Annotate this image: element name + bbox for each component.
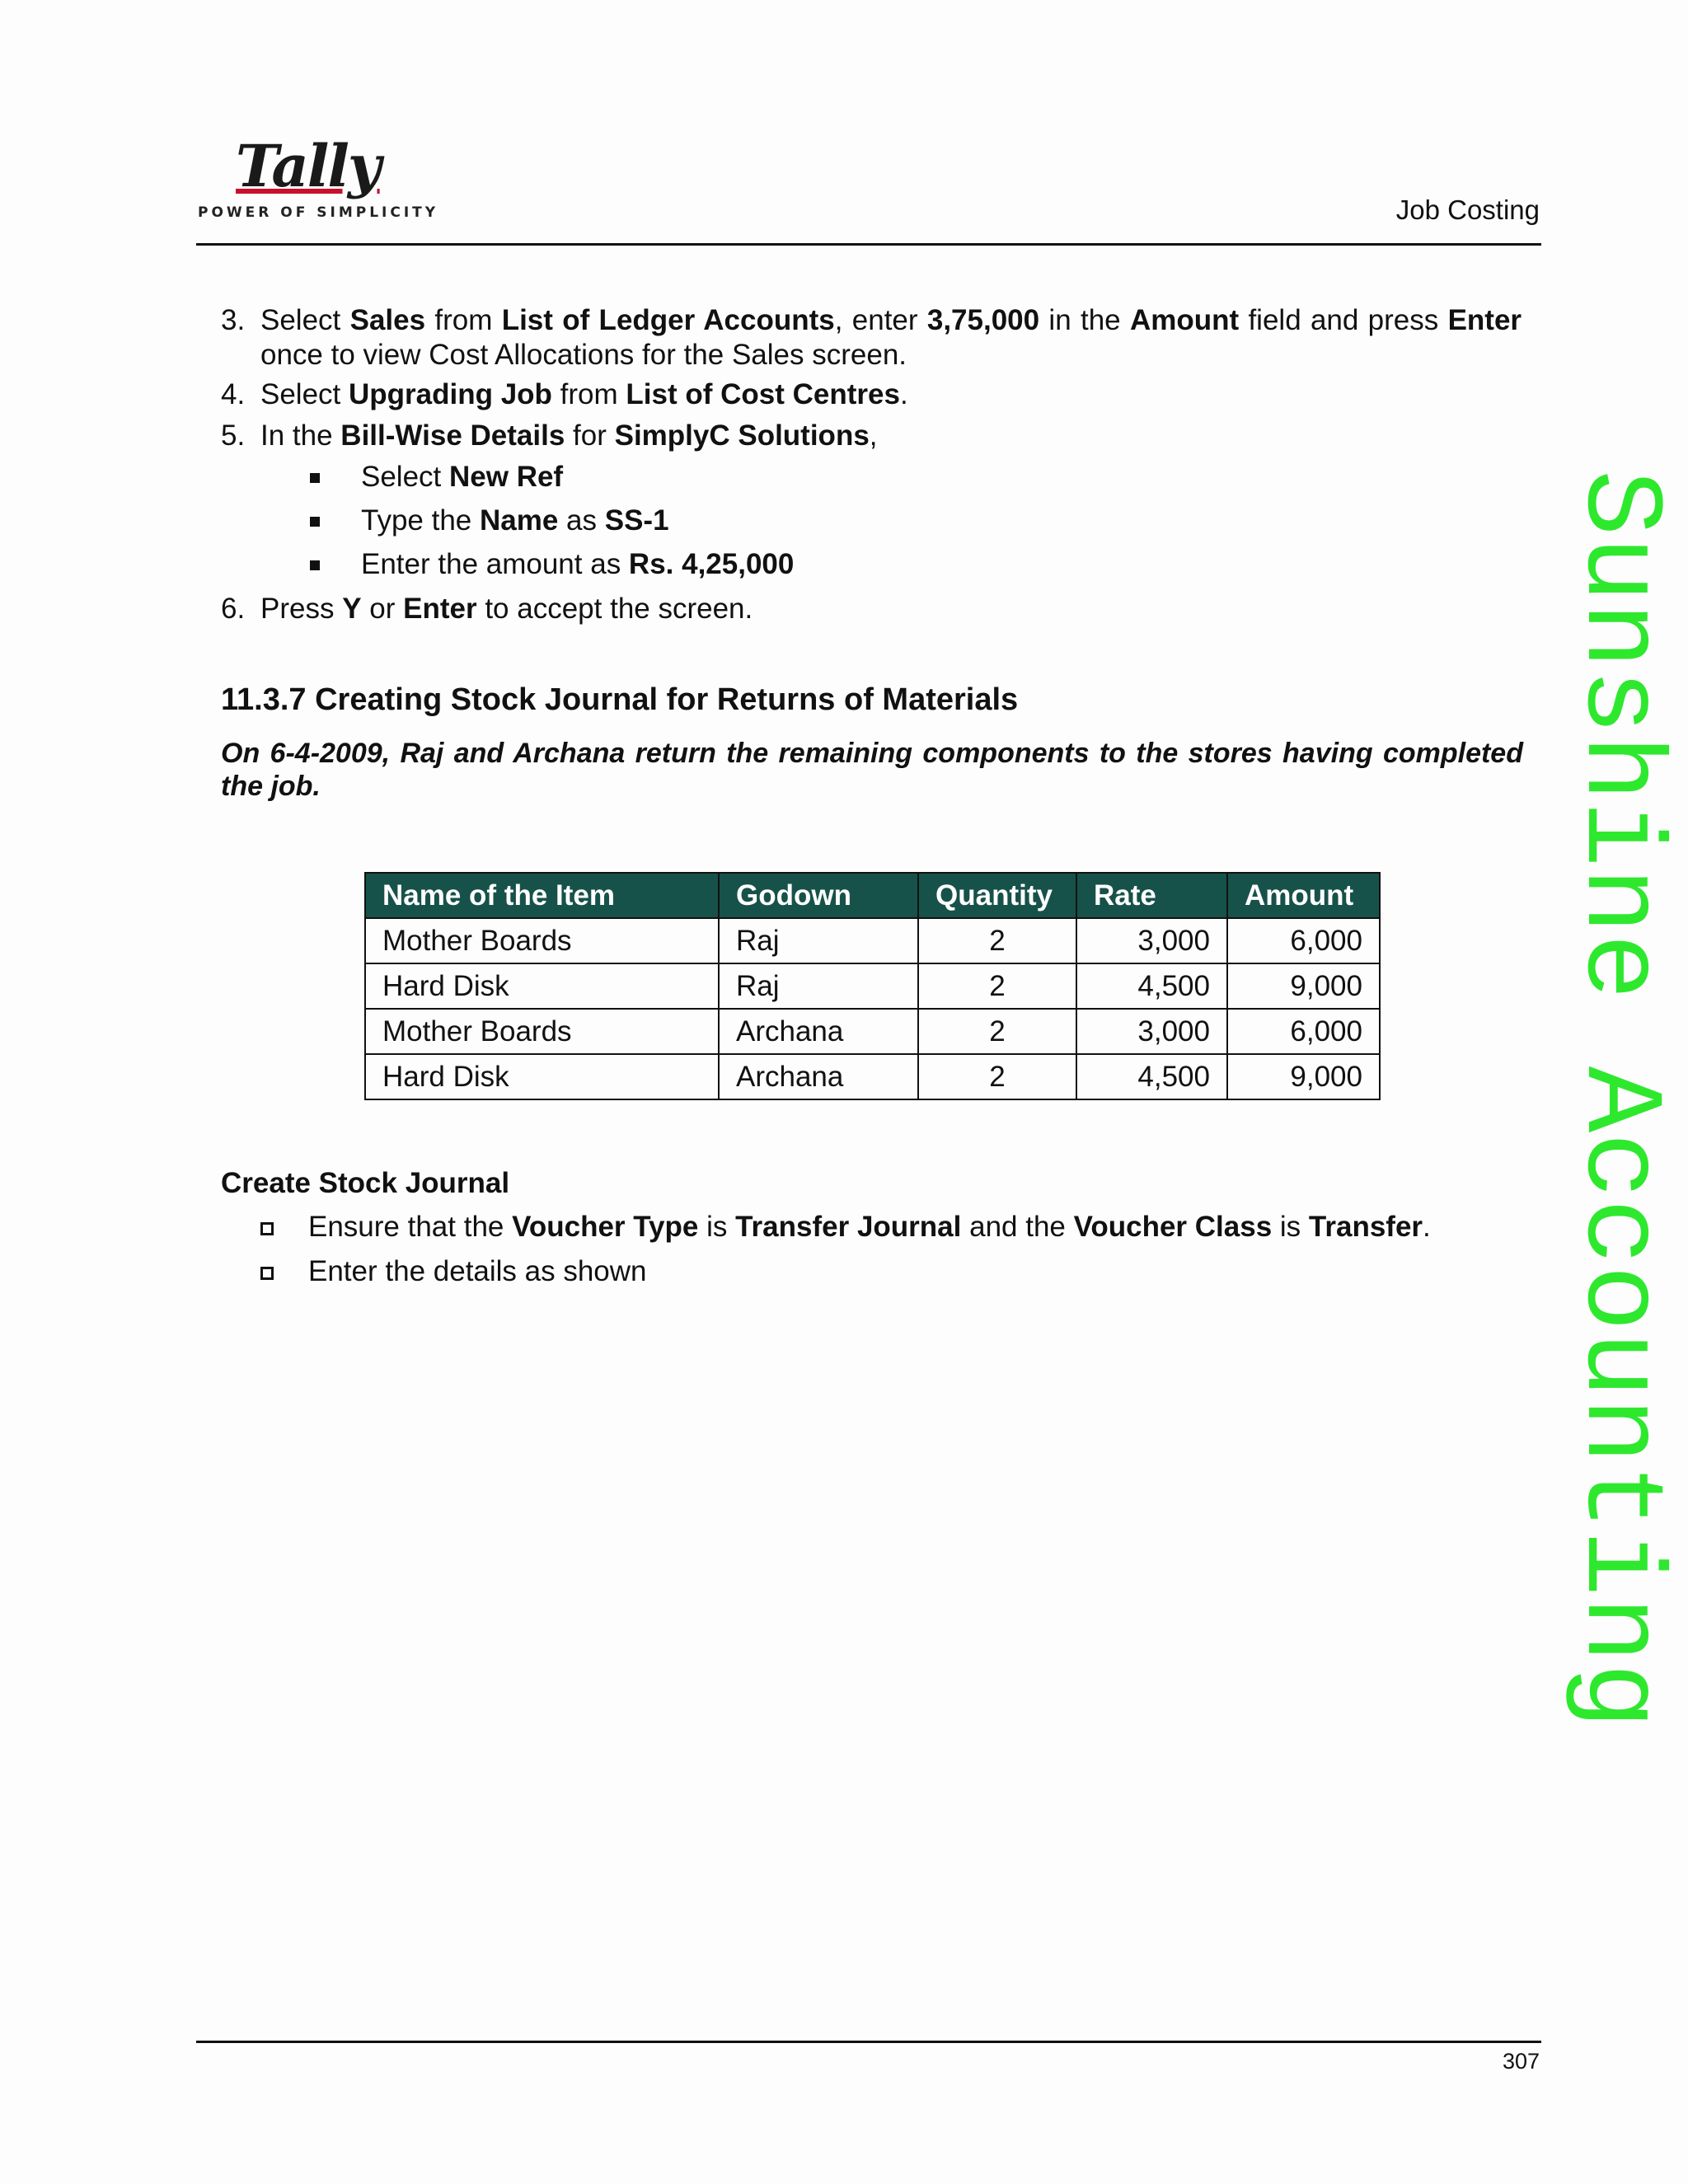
section-title: 11.3.7 Creating Stock Journal for Returns of Materials	[221, 682, 1019, 717]
text-run: Select	[260, 378, 349, 410]
text-run: Select	[361, 461, 449, 493]
table-cell: Archana	[719, 1054, 918, 1099]
step-text	[260, 592, 1522, 626]
text-run-bold: Transfer Journal	[735, 1211, 962, 1243]
text-run-bold: 3,75,000	[926, 304, 1040, 336]
step-number: 4.	[221, 378, 246, 410]
table-cell: 6,000	[1227, 1009, 1380, 1054]
table-cell: Mother Boards	[365, 918, 719, 963]
hollow-square-bullet-icon	[260, 1267, 274, 1280]
table-cell: 2	[918, 918, 1076, 963]
text-run-bold: List of Ledger Accounts	[501, 304, 835, 336]
square-bullet-icon	[310, 473, 320, 483]
text-run-bold: Voucher Type	[512, 1211, 699, 1243]
table-cell: 9,000	[1227, 1054, 1380, 1099]
column-header: Name of the Item	[365, 873, 719, 918]
table-header-row	[365, 873, 1380, 918]
table-row	[365, 918, 1380, 963]
square-bullet-icon	[310, 560, 320, 570]
text-run-bold: List of Cost Centres	[626, 378, 900, 410]
text-run: from	[425, 304, 502, 336]
tally-logo	[198, 132, 439, 223]
watermark-text: Sunshine Accounting	[1555, 470, 1681, 1729]
text-run-bold: Enter	[1447, 304, 1522, 336]
text-run: once to view Cost Allocations for the Sales screen.	[260, 339, 907, 371]
bullet-text	[361, 504, 669, 538]
chapter-title: Job Costing	[1395, 194, 1540, 225]
text-run: and the	[961, 1211, 1074, 1243]
text-run: Select	[260, 304, 350, 336]
text-run-bold: Name	[479, 504, 559, 537]
text-run: In the	[260, 419, 341, 452]
text-run-bold: Transfer	[1308, 1211, 1423, 1243]
column-header: Amount	[1227, 873, 1380, 918]
text-run-bold: Sales	[349, 304, 426, 336]
text-run-bold: Amount	[1129, 304, 1240, 336]
table-cell: Raj	[719, 963, 918, 1009]
hollow-square-bullet-icon	[260, 1222, 274, 1235]
table-cell: 4,500	[1076, 1054, 1227, 1099]
table-cell: 9,000	[1227, 963, 1380, 1009]
create-stock-journal-heading: Create Stock Journal	[221, 1167, 510, 1199]
footer-rule	[196, 2041, 1541, 2043]
step-number: 6.	[221, 593, 246, 625]
page-number: 307	[1502, 2049, 1540, 2074]
table-cell: 4,500	[1076, 963, 1227, 1009]
table-row	[365, 1009, 1380, 1054]
text-run: Type the	[361, 504, 480, 537]
text-run-bold: New Ref	[449, 461, 564, 493]
text-run-bold: SimplyC Solutions	[614, 419, 870, 452]
table-cell: 2	[918, 963, 1076, 1009]
table-row	[365, 1054, 1380, 1099]
table-cell: 2	[918, 1009, 1076, 1054]
column-header: Godown	[719, 873, 918, 918]
table-cell: Raj	[719, 918, 918, 963]
text-run: is	[1272, 1211, 1309, 1243]
logo-tagline: POWER OF SIMPLICITY	[198, 204, 439, 221]
table-cell: Archana	[719, 1009, 918, 1054]
section-intro: On 6-4-2009, Raj and Archana return the remaining components to the stores having completed the job.	[221, 738, 1523, 802]
square-bullet-icon	[310, 517, 320, 527]
step-text	[260, 419, 1522, 453]
text-run: or	[361, 593, 404, 625]
step-number: 3.	[221, 304, 246, 336]
text-run: .	[1423, 1211, 1431, 1243]
step-text	[260, 377, 1522, 412]
text-run: as	[558, 504, 605, 537]
bullet-text	[361, 460, 563, 494]
step-text	[260, 303, 1522, 373]
logo-wordmark: Tally	[236, 132, 380, 200]
bullet-text	[308, 1210, 1431, 1244]
text-run-bold: Enter	[403, 593, 477, 625]
text-run: field and press	[1239, 304, 1448, 336]
table-row	[365, 963, 1380, 1009]
table-cell: 3,000	[1076, 1009, 1227, 1054]
text-run-bold: Y	[342, 593, 362, 625]
text-run-bold: Voucher Class	[1073, 1211, 1273, 1243]
text-run-bold: Bill-Wise Details	[340, 419, 565, 452]
column-header: Rate	[1076, 873, 1227, 918]
text-run: from	[551, 378, 626, 410]
text-run: to accept the screen.	[476, 593, 753, 625]
text-run: Ensure that the	[308, 1211, 513, 1243]
text-run: for	[565, 419, 615, 452]
table-cell: 3,000	[1076, 918, 1227, 963]
text-run: is	[698, 1211, 736, 1243]
text-run-bold: Upgrading Job	[349, 378, 552, 410]
text-run-bold: SS-1	[604, 504, 669, 537]
table-cell: Hard Disk	[365, 963, 719, 1009]
text-run: Enter the amount as	[361, 548, 629, 580]
text-run-bold: Rs. 4,25,000	[628, 548, 795, 580]
bullet-text: Enter the details as shown	[308, 1255, 647, 1287]
table-cell: Hard Disk	[365, 1054, 719, 1099]
table-cell: 6,000	[1227, 918, 1380, 963]
text-run: ,	[869, 419, 878, 452]
table-cell: Mother Boards	[365, 1009, 719, 1054]
bullet-text	[361, 547, 794, 582]
text-run: , enter	[834, 304, 927, 336]
text-run: in the	[1039, 304, 1130, 336]
column-header: Quantity	[918, 873, 1076, 918]
text-run: .	[899, 378, 908, 410]
returns-table	[364, 872, 1381, 1100]
text-run: Press	[260, 593, 343, 625]
table-cell: 2	[918, 1054, 1076, 1099]
header-rule	[196, 243, 1541, 246]
step-number: 5.	[221, 419, 246, 452]
